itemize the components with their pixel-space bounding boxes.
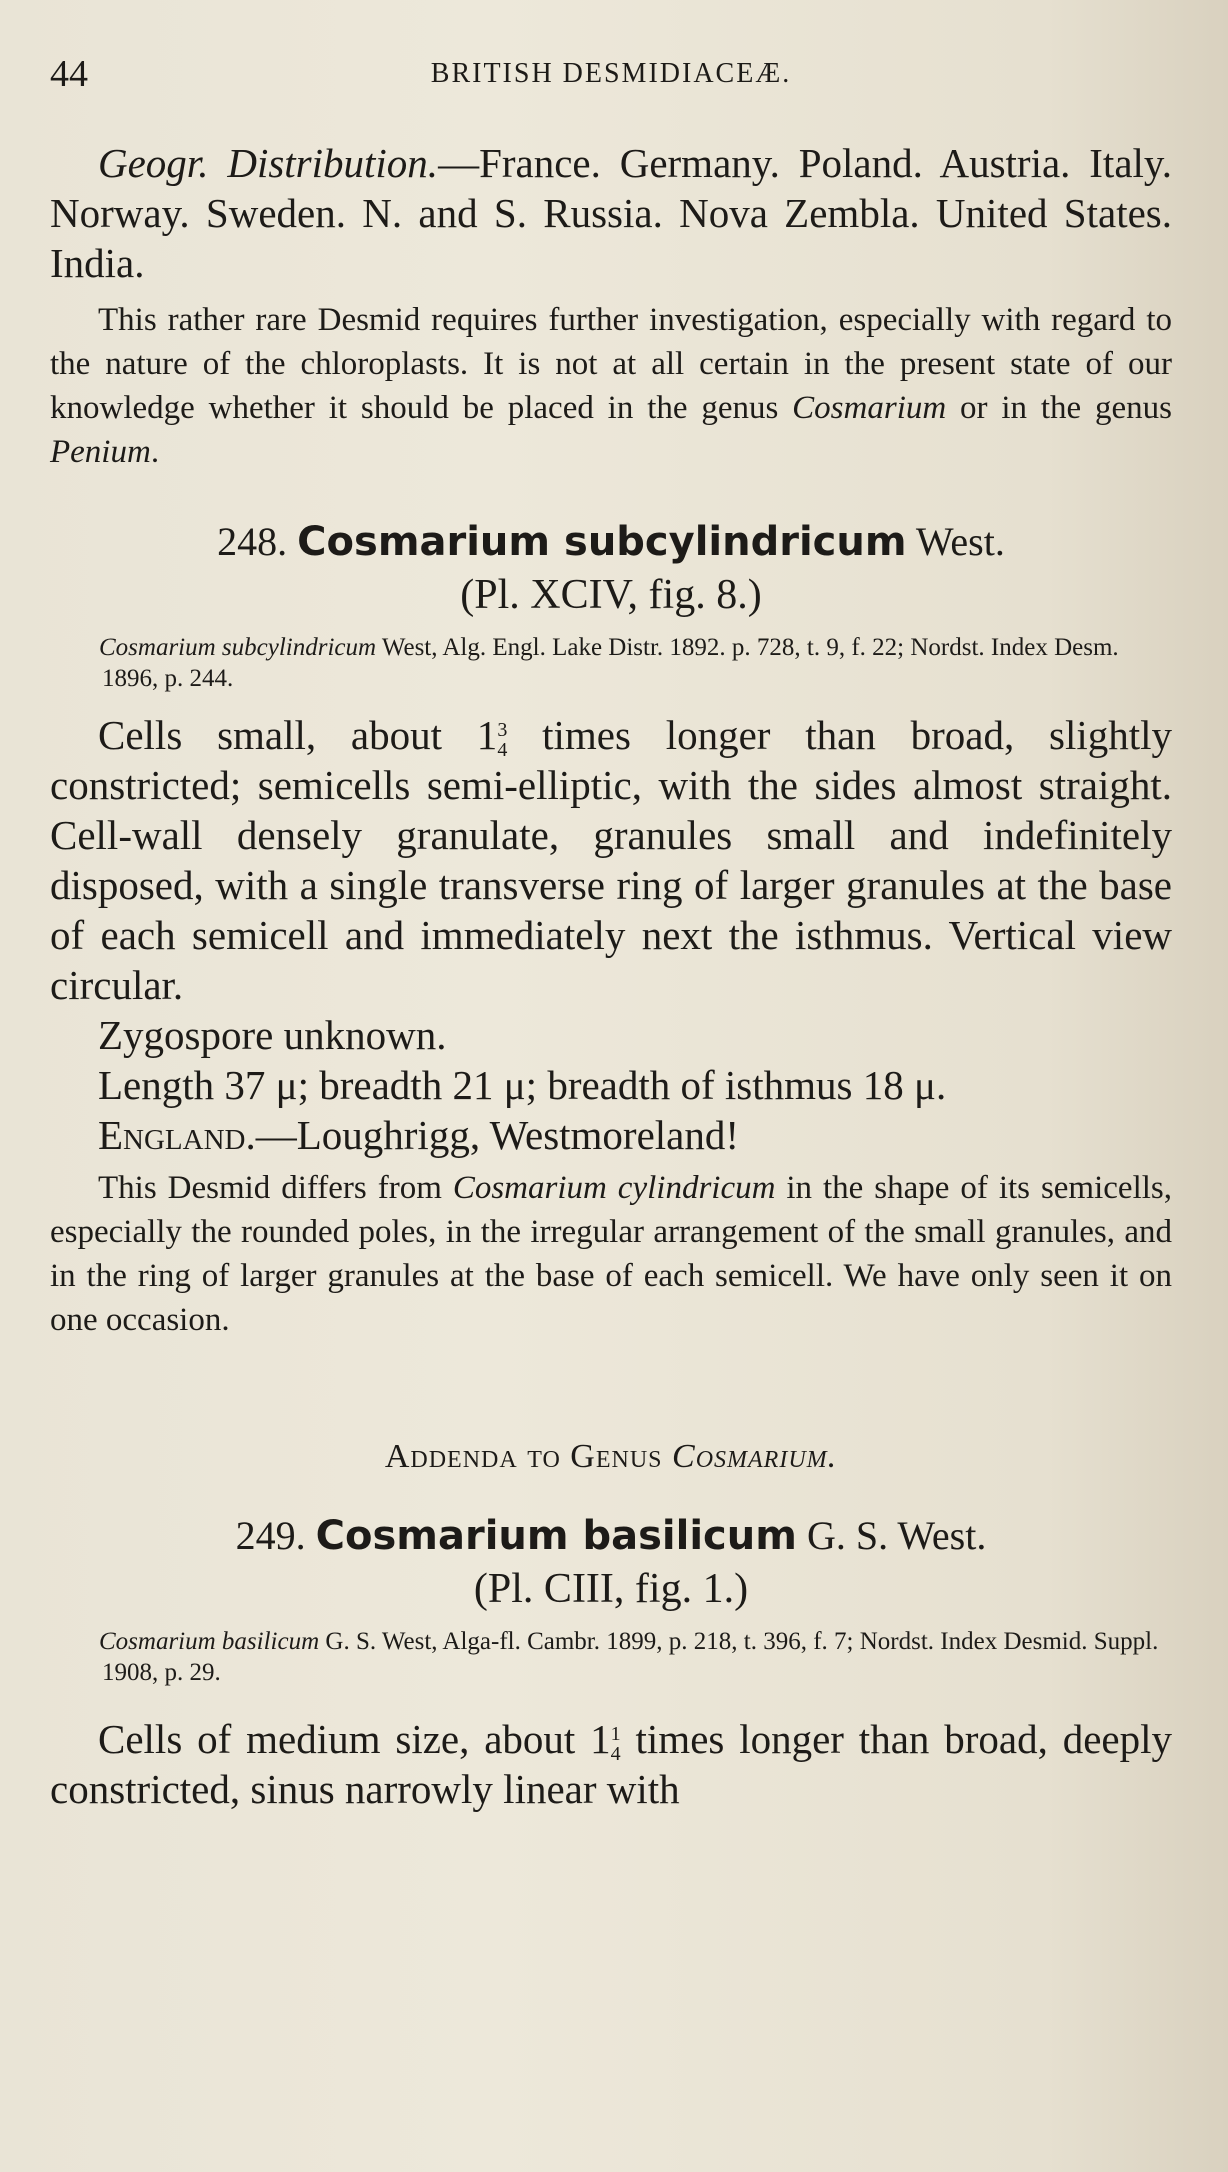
fraction-numerator: 1 xyxy=(610,1722,621,1745)
note-species-name: Cosmarium cylindricum xyxy=(452,1170,776,1206)
reference-species-name: Cosmarium subcylindricum xyxy=(99,634,377,661)
species-249-description xyxy=(50,1714,1172,1814)
note-text: or in the genus xyxy=(946,390,1173,426)
reference-species-name: Cosmarium basilicum xyxy=(99,1628,320,1655)
species-248-locality xyxy=(50,1110,1172,1160)
species-248-zygospore: Zygospore unknown. xyxy=(98,1012,447,1058)
species-249-plate: (Pl. CIII, fig. 1.) xyxy=(473,1566,749,1612)
running-title: BRITISH DESMIDIACEÆ. xyxy=(430,58,792,89)
description-text: times longer than broad, slightly constricted; semicells semi-elliptic, with the sides almost straight. Cell-wall densely granulate, granules small and indefinitely disposed, with a single transverse ring of larger granules at the base of each semicell and immediately next the isthmus. Vertical view circular. xyxy=(50,712,1173,1008)
reference-text: G. S. West, Alga-fl. Cambr. 1899, p. 218, t. 396, f. 7; Nordst. Index Desmid. Suppl. 1908, p. 29. xyxy=(102,1628,1159,1686)
species-248-reference xyxy=(50,632,1172,694)
species-249-heading xyxy=(50,1510,1172,1562)
page-header xyxy=(50,40,1172,100)
book-page xyxy=(50,40,1172,1814)
description-text: Cells of medium size, about 1 xyxy=(98,1716,611,1762)
note-genus-cosmarium: Cosmarium xyxy=(792,390,947,426)
species-248-plate: (Pl. XCIV, fig. 8.) xyxy=(460,572,762,618)
species-author: West. xyxy=(915,519,1005,564)
species-number: 249. xyxy=(235,1513,306,1558)
note-text: . xyxy=(150,434,160,470)
species-name: Cosmarium subcylindricum xyxy=(297,519,907,565)
distribution-text: —France. Germany. Poland. Austria. Italy. Norway. Sweden. N. and S. Russia. Nova Zembla. United States. India. xyxy=(50,140,1172,286)
description-text: Cells small, about 1 xyxy=(98,712,498,758)
species-249-reference xyxy=(50,1626,1172,1688)
addenda-prefix: Addenda to Genus xyxy=(384,1438,673,1475)
addenda-genus: Cosmarium. xyxy=(672,1438,838,1475)
fraction-denominator: 4 xyxy=(497,738,508,761)
fraction-denominator: 4 xyxy=(610,1742,621,1765)
fraction-one-quarter xyxy=(611,1724,621,1764)
description-text: times longer than broad, deeply constricted, sinus narrowly linear with xyxy=(50,1716,1172,1812)
species-248-heading xyxy=(50,516,1172,568)
note-text: in the shape of its semicells, especially the rounded poles, in the irregular arrangement of the small granules, and in the ring of larger granules at the base of each semicell. We have only seen it on one occasion. xyxy=(50,1170,1172,1338)
page-number: 44 xyxy=(50,53,88,95)
fraction-numerator: 3 xyxy=(497,718,508,741)
reference-text: West, Alg. Engl. Lake Distr. 1892. p. 728, t. 9, f. 22; Nordst. Index Desm. 1896, p. 244. xyxy=(102,634,1119,692)
fraction-three-quarters xyxy=(497,720,507,760)
addenda-heading xyxy=(50,1438,1172,1476)
species-248-dimensions: Length 37 μ; breadth 21 μ; breadth of isthmus 18 μ. xyxy=(98,1062,947,1108)
note-text: This Desmid differs from xyxy=(98,1170,453,1206)
note-genus-penium: Penium xyxy=(50,434,151,470)
locality-region: England. xyxy=(98,1112,256,1158)
distribution-label: Geogr. Distribution. xyxy=(98,140,439,186)
species-name: Cosmarium basilicum xyxy=(315,1513,797,1559)
species-248-note xyxy=(50,1166,1172,1342)
species-number: 248. xyxy=(217,519,288,564)
previous-species-note xyxy=(50,298,1172,474)
species-author: G. S. West. xyxy=(806,1513,987,1558)
geographic-distribution xyxy=(50,138,1172,288)
locality-text: —Loughrigg, Westmoreland! xyxy=(255,1112,740,1158)
note-text: This rather rare Desmid requires further investigation, especially with regard to the nature of the chloroplasts. It is not at all certain in the present state of our knowledge whether it should be placed in the genus xyxy=(50,302,1172,426)
species-248-description xyxy=(50,710,1172,1010)
